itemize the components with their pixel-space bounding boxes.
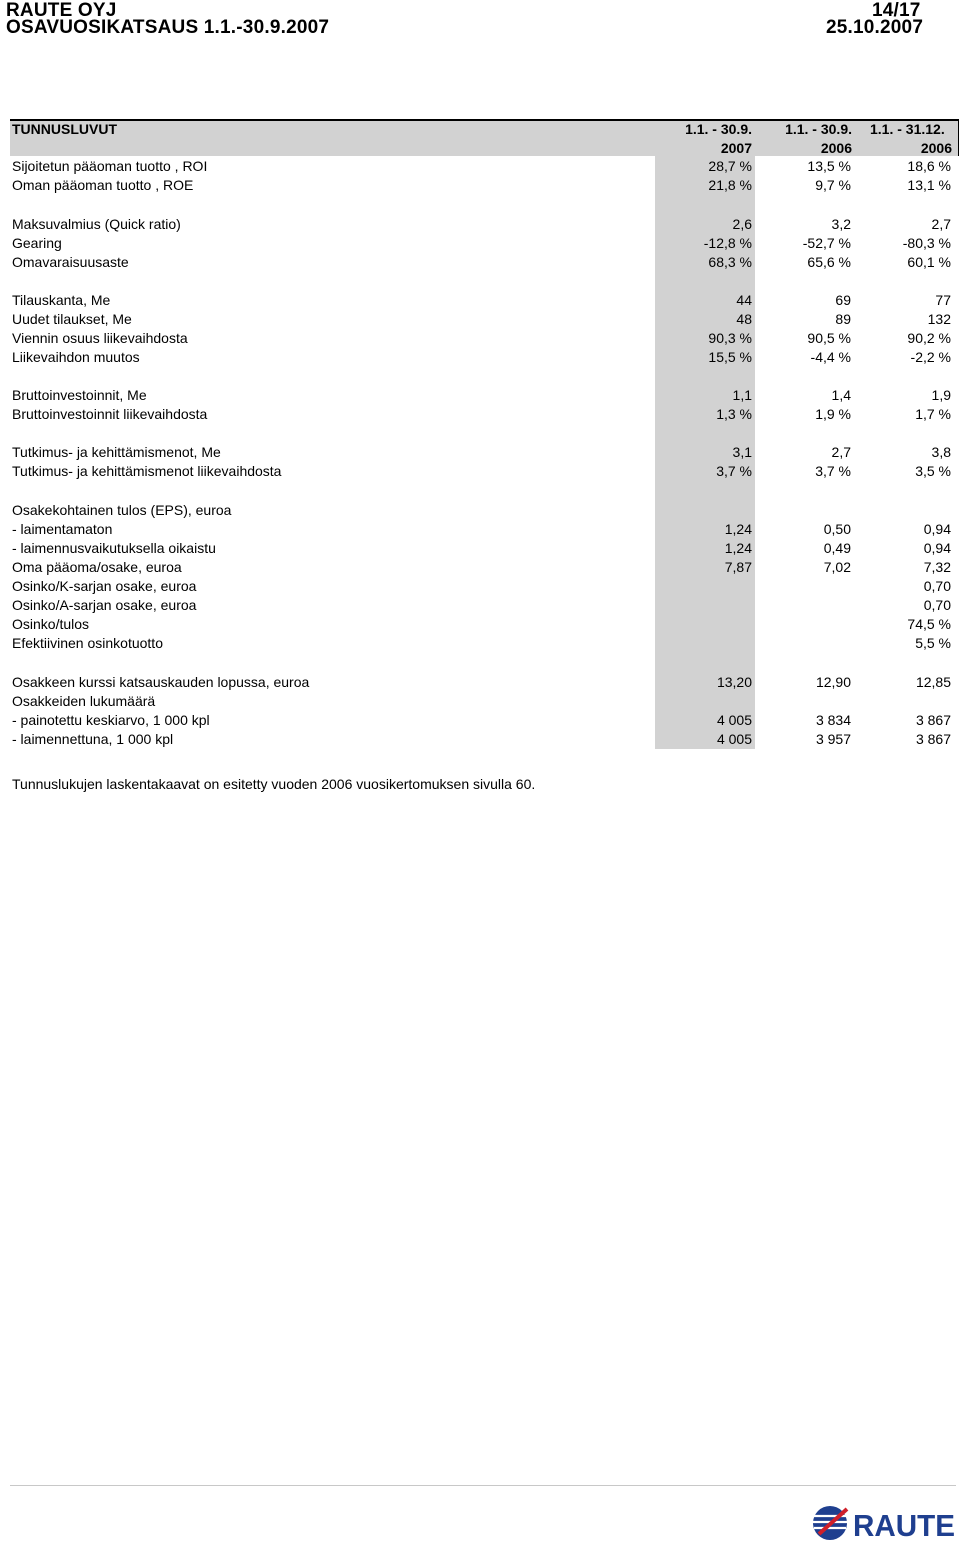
column-header-3-year: 2006 [920,140,952,156]
table-row [0,597,960,616]
table-row [0,235,960,254]
row-value-col1: 4 005 [716,731,752,747]
report-title: OSAVUOSIKATSAUS 1.1.-30.9.2007 [6,17,330,38]
row-label: Oman pääoman tuotto , ROE [12,177,194,193]
row-label: Osakkeen kurssi katsauskauden lopussa, euroa [12,674,310,690]
row-value-col3: 0,94 [923,540,951,556]
table-row [0,463,960,482]
table-title: TUNNUSLUVUT [12,121,117,137]
column-header-3-period: 1.1. - 31.12. [870,121,945,137]
table-row [0,731,960,750]
table-row [0,292,960,311]
row-value-col3: 3,8 [931,444,951,460]
row-label: Oma pääoma/osake, euroa [12,559,182,575]
row-value-col3: -80,3 % [902,235,951,251]
row-value-col2: 89 [835,311,851,327]
row-value-col2: 1,9 % [815,406,851,422]
row-value-col1: 90,3 % [708,330,752,346]
row-value-col1: 21,8 % [708,177,752,193]
row-value-col1: 1,24 [724,540,752,556]
row-value-col1: 13,20 [716,674,752,690]
row-value-col3: 5,5 % [915,635,951,651]
row-value-col3: -2,2 % [910,349,951,365]
row-value-col2: 13,5 % [807,158,851,174]
row-value-col2: 3 834 [815,712,851,728]
row-value-col3: 0,70 [923,597,951,613]
row-label: Osinko/A-sarjan osake, euroa [12,597,197,613]
row-value-col3: 0,70 [923,578,951,594]
footnote: Tunnuslukujen laskentakaavat on esitetty vuoden 2006 vuosikertomuksen sivulla 60. [12,776,536,792]
row-label: Maksuvalmius (Quick ratio) [12,216,181,232]
row-value-col2: 69 [835,292,851,308]
row-value-col2: 12,90 [815,674,851,690]
table-row [0,635,960,654]
table-row [0,387,960,406]
row-value-col2: 65,6 % [807,254,851,270]
row-value-col3: 60,1 % [907,254,951,270]
logo-mark-icon [813,1506,847,1540]
table-row [0,578,960,597]
row-value-col1: 2,6 [732,216,752,232]
row-label: Liikevaihdon muutos [12,349,140,365]
company-name: RAUTE OYJ [6,0,117,21]
table-row [0,559,960,578]
row-label: Omavaraisuusaste [12,254,129,270]
row-value-col2: 90,5 % [807,330,851,346]
row-value-col3: 1,9 [931,387,951,403]
row-label: Uudet tilaukset, Me [12,311,132,327]
table-row [0,674,960,693]
row-value-col3: 77 [935,292,951,308]
row-label: - laimentamaton [12,521,113,537]
row-value-col2: 0,50 [823,521,851,537]
column-header-2-period: 1.1. - 30.9. [785,121,852,137]
row-value-col3: 18,6 % [907,158,951,174]
row-label: Osakkeiden lukumäärä [12,693,156,709]
row-value-col3: 7,32 [923,559,951,575]
row-value-col3: 2,7 [931,216,951,232]
row-value-col1: 1,24 [724,521,752,537]
table-row [0,521,960,540]
row-value-col3: 3,5 % [915,463,951,479]
row-value-col3: 1,7 % [915,406,951,422]
row-value-col1: 7,87 [724,559,752,575]
table-row [0,330,960,349]
row-value-col1: 4 005 [716,712,752,728]
row-label: Bruttoinvestoinnit liikevaihdosta [12,406,208,422]
row-value-col2: -4,4 % [810,349,851,365]
row-value-col2: 0,49 [823,540,851,556]
row-value-col2: 3,2 [831,216,851,232]
column-header-1-year: 2007 [720,140,752,156]
row-value-col3: 74,5 % [907,616,951,632]
row-value-col2: -52,7 % [802,235,851,251]
row-label: Osakekohtainen tulos (EPS), euroa [12,502,232,518]
footer-rule [10,1485,956,1486]
row-value-col3: 3 867 [915,712,951,728]
row-label: Tutkimus- ja kehittämismenot liikevaihdosta [12,463,282,479]
row-value-col2: 3,7 % [815,463,851,479]
table-row [0,712,960,731]
row-value-col3: 132 [927,311,951,327]
row-value-col2: 9,7 % [815,177,851,193]
row-value-col3: 90,2 % [907,330,951,346]
column-header-2-year: 2006 [820,140,852,156]
column-header-1-period: 1.1. - 30.9. [685,121,752,137]
table-row [0,444,960,463]
row-value-col1: 15,5 % [708,349,752,365]
raute-logo [811,1503,957,1543]
row-label: - laimennusvaikutuksella oikaistu [12,540,216,556]
row-label: Osinko/tulos [12,616,90,632]
table-row [0,406,960,425]
row-label: Gearing [12,235,62,251]
table-row [0,540,960,559]
row-value-col2: 2,7 [831,444,851,460]
table-row [0,311,960,330]
row-label: - laimennettuna, 1 000 kpl [12,731,174,747]
row-label: Tutkimus- ja kehittämismenot, Me [12,444,221,460]
table-row [0,502,960,521]
row-value-col1: 3,1 [732,444,752,460]
row-label: Efektiivinen osinkotuotto [12,635,163,651]
row-value-col1: 44 [736,292,752,308]
report-date: 25.10.2007 [826,17,924,38]
row-value-col3: 13,1 % [907,177,951,193]
row-value-col3: 3 867 [915,731,951,747]
table-row [0,158,960,177]
row-label: - painotettu keskiarvo, 1 000 kpl [12,712,210,728]
table-row [0,349,960,368]
table-row [0,177,960,196]
logo-wordmark: RAUTE [853,1508,955,1543]
row-value-col1: 3,7 % [716,463,752,479]
row-value-col1: 68,3 % [708,254,752,270]
row-value-col1: 1,1 [732,387,752,403]
table-row [0,216,960,235]
table-row [0,254,960,273]
row-label: Viennin osuus liikevaihdosta [12,330,188,346]
table-row [0,693,960,712]
row-value-col2: 3 957 [815,731,851,747]
row-label: Osinko/K-sarjan osake, euroa [12,578,197,594]
table-row [0,616,960,635]
row-label: Tilauskanta, Me [12,292,111,308]
page-number: 14/17 [872,0,921,21]
row-value-col2: 7,02 [823,559,851,575]
row-value-col3: 0,94 [923,521,951,537]
row-value-col3: 12,85 [915,674,951,690]
row-value-col1: 28,7 % [708,158,752,174]
row-label: Sijoitetun pääoman tuotto , ROI [12,158,208,174]
row-value-col1: 48 [736,311,752,327]
row-label: Bruttoinvestoinnit, Me [12,387,147,403]
row-value-col1: 1,3 % [716,406,752,422]
row-value-col2: 1,4 [831,387,851,403]
row-value-col1: -12,8 % [703,235,752,251]
